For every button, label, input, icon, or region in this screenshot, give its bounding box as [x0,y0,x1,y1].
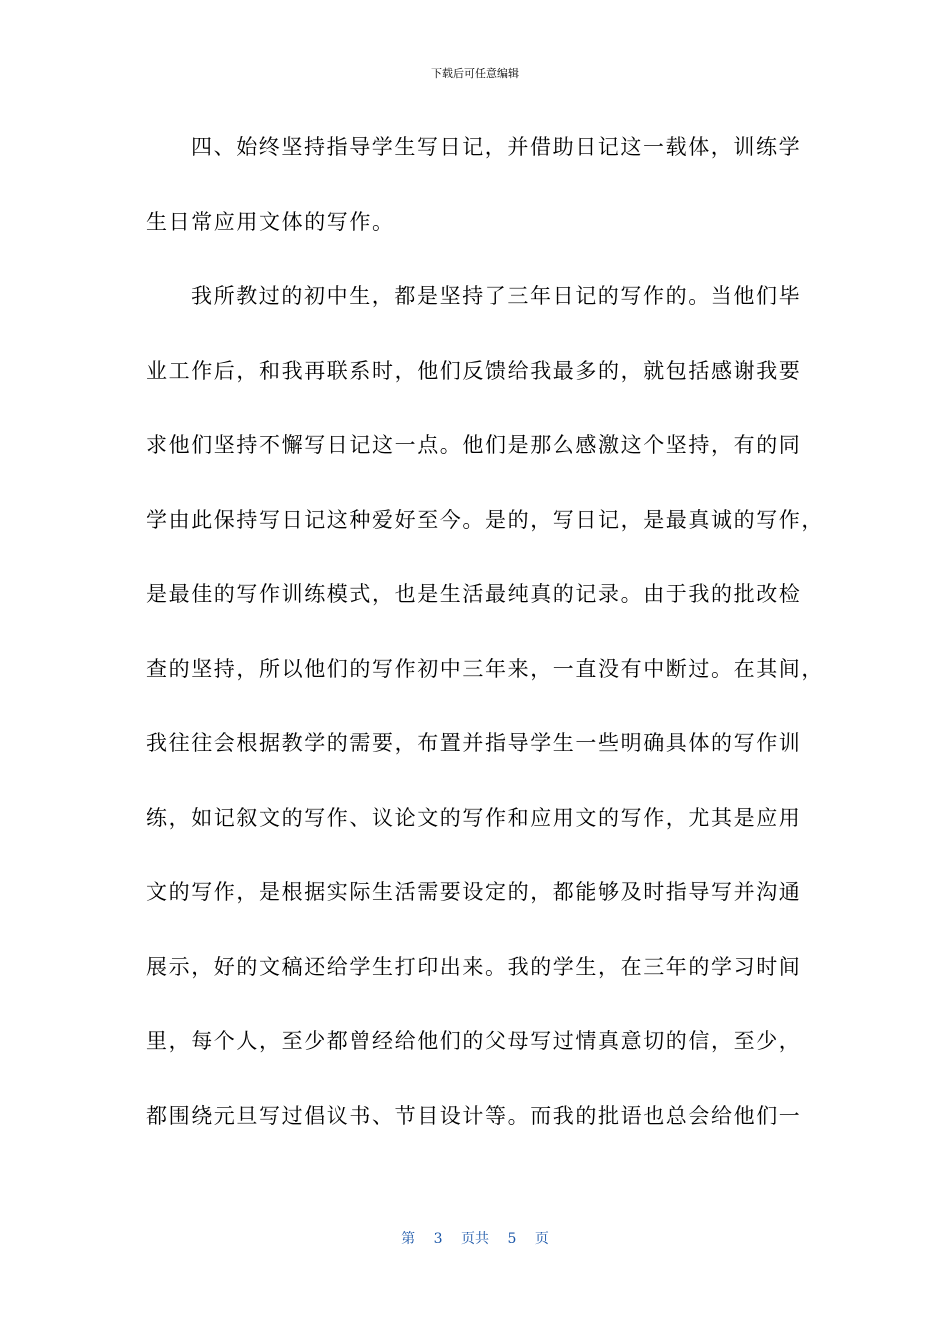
header-text: 下载后可任意编辑 [431,67,519,80]
text-line: 四、始终坚持指导学生写日记，并借助日记这一载体，训练学 [191,135,802,159]
footer-middle: 页共 [461,1231,489,1247]
text-line: 我往往会根据教学的需要，布置并指导学生一些明确具体的写作训 [146,731,802,755]
text-line: 练，如记叙文的写作、议论文的写作和应用文的写作，尤其是应用 [146,805,802,830]
footer-prefix: 第 [401,1231,416,1247]
text-line: 学由此保持写日记这种爱好至今。是的，写日记，是最真诚的写作， [146,507,824,532]
page-footer [0,1229,950,1249]
text-line: 业工作后，和我再联系时，他们反馈给我最多的，就包括感谢我要 [146,358,802,383]
footer-suffix: 页 [534,1231,549,1247]
text-line: 展示，好的文稿还给学生打印出来。我的学生，在三年的学习时间 [146,954,802,979]
text-line: 求他们坚持不懈写日记这一点。他们是那么感激这个坚持，有的同 [146,433,802,457]
document-body [146,123,824,1166]
current-page-number: 3 [433,1231,443,1247]
text-line: 查的坚持，所以他们的写作初中三年来，一直没有中断过。在其间， [146,656,824,681]
text-line: 我所教过的初中生，都是坚持了三年日记的写作的。当他们毕 [191,284,802,308]
page-header [0,66,950,82]
total-pages-number: 5 [507,1231,517,1247]
text-line: 是最佳的写作训练模式，也是生活最纯真的记录。由于我的批改检 [146,582,802,606]
text-line: 里，每个人，至少都曾经给他们的父母写过情真意切的信，至少， [146,1029,802,1053]
text-line: 文的写作，是根据实际生活需要设定的，都能够及时指导写并沟通 [146,880,802,904]
text-line: 生日常应用文体的写作。 [146,209,395,234]
text-line: 都围绕元旦写过倡议书、节目设计等。而我的批语也总会给他们一 [146,1103,802,1128]
